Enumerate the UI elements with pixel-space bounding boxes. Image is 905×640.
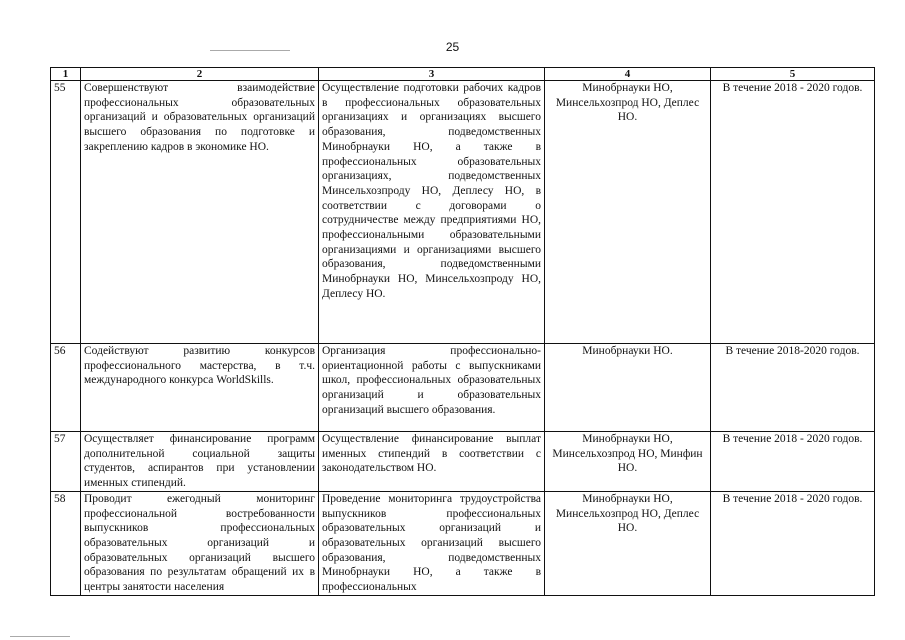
timeframe-cell: В течение 2018 - 2020 годов. bbox=[711, 81, 875, 344]
scan-artifact-line bbox=[10, 636, 70, 637]
activity-cell: Организация профессионально-ориентационной работы с выпускниками школ, профессиональных образовательных организаций и образовательных организаций высшего образования. bbox=[319, 344, 545, 432]
timeframe-cell: В течение 2018-2020 годов. bbox=[711, 344, 875, 432]
responsible-cell: Минобрнауки НО. bbox=[545, 344, 711, 432]
activity-cell: Проведение мониторинга трудоустройства выпускников профессиональных образовательных организаций и образовательных организаций высшего образования, подведомственных Минобрнауки НО, а также в профессиональных bbox=[319, 491, 545, 595]
responsible-cell: Минобрнауки НО, Минсельхозпрод НО, Деплес НО. bbox=[545, 491, 711, 595]
column-header: 2 bbox=[81, 68, 319, 81]
row-number: 58 bbox=[51, 491, 81, 595]
row-number: 57 bbox=[51, 432, 81, 492]
table-row bbox=[51, 491, 875, 595]
table-row bbox=[51, 432, 875, 492]
timeframe-cell: В течение 2018 - 2020 годов. bbox=[711, 432, 875, 492]
table-header-row bbox=[51, 68, 875, 81]
scan-artifact-line bbox=[210, 50, 290, 51]
activity-cell: Осуществление финансирование выплат именных стипендий в соответствии с законодательством НО. bbox=[319, 432, 545, 492]
timeframe-cell: В течение 2018 - 2020 годов. bbox=[711, 491, 875, 595]
responsible-cell: Минобрнауки НО, Минсельхозпрод НО, Минфин НО. bbox=[545, 432, 711, 492]
table-row bbox=[51, 81, 875, 344]
column-header: 3 bbox=[319, 68, 545, 81]
participant-action-cell: Содействуют развитию конкурсов профессионального мастерства, в т.ч. международного конкурса WorldSkills. bbox=[81, 344, 319, 432]
participant-action-cell: Проводит ежегодный мониторинг профессиональной востребованности выпускников профессиональных образовательных организаций и образовательных организаций высшего образования по результатам обращений их в центры занятости населения bbox=[81, 491, 319, 595]
document-table bbox=[50, 67, 875, 596]
column-header: 5 bbox=[711, 68, 875, 81]
row-number: 55 bbox=[51, 81, 81, 344]
column-header: 4 bbox=[545, 68, 711, 81]
responsible-cell: Минобрнауки НО, Минсельхозпрод НО, Деплес НО. bbox=[545, 81, 711, 344]
participant-action-cell: Совершенствуют взаимодействие профессиональных образовательных организаций и образовательных организаций высшего образования по подготовке и закреплению кадров в экономике НО. bbox=[81, 81, 319, 344]
column-header: 1 bbox=[51, 68, 81, 81]
activity-cell: Осуществление подготовки рабочих кадров в профессиональных образовательных организациях и организациях высшего образования, подведомственных Минобрнауки НО, а также в профессиональных образовательных организациях, подведомственных Минсельхозпроду НО, Деплесу НО, в соответствии с договорами о сотрудничестве между предприятиями НО, профессиональными образовательными организациями и организациями высшего образования, подведомственными Минобрнауки НО, Минсельхозпроду НО, Деплесу НО. bbox=[319, 81, 545, 344]
table-row bbox=[51, 344, 875, 432]
page-number: 25 bbox=[445, 40, 460, 54]
row-number: 56 bbox=[51, 344, 81, 432]
participant-action-cell: Осуществляет финансирование программ дополнительной социальной защиты студентов, аспирантов при установлении именных стипендий. bbox=[81, 432, 319, 492]
